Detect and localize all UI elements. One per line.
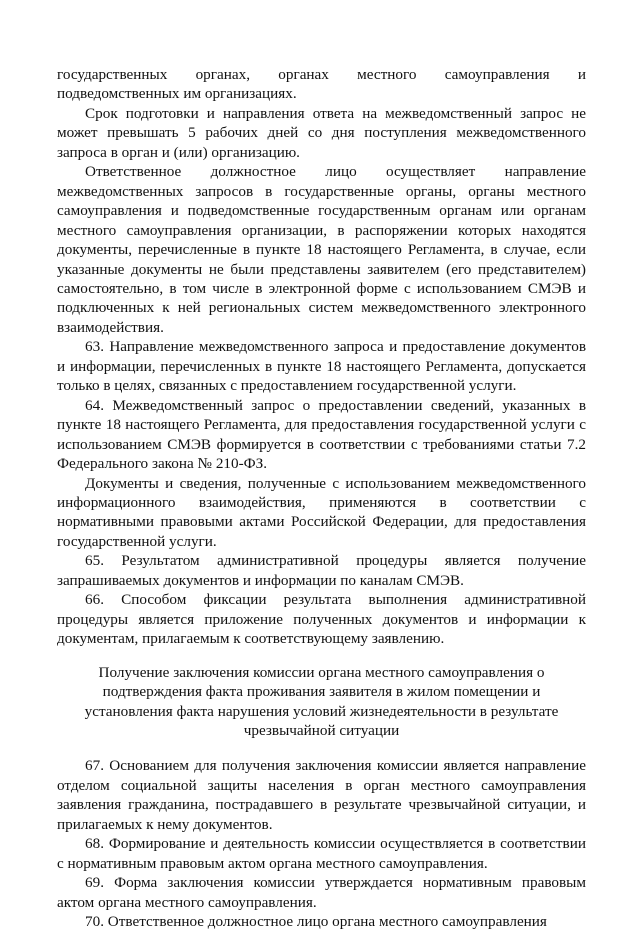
section-heading: Получение заключения комиссии органа местного самоуправления о подтверждения факта проживания заявителя в жилом помещении и установления факта нарушения условий жизнедеятельности в результате чрезвычайной ситуации [84,663,559,739]
paragraph-69: 69. Форма заключения комиссии утверждается нормативным правовым актом органа местного самоуправления. [57,874,586,911]
paragraph-65: 65. Результатом административной процедуры является получение запрашиваемых документов и информации по каналам СМЭВ. [57,552,586,589]
paragraph-67: 67. Основанием для получения заключения комиссии является направление отделом социальной защиты населения в орган местного самоуправления заявления гражданина, пострадавшего в результате чрезвычайной ситуации, и прилагаемых к нему документов. [57,757,586,833]
paragraph-70: 70. Ответственное должностное лицо органа местного самоуправления [85,913,547,931]
document-page [57,65,586,931]
paragraph-63: 63. Направление межведомственного запроса и предоставление документов и информации, перечисленных в пункте 18 настоящего Регламента, допускается только в целях, связанных с предоставлением государственной услуги. [57,338,586,395]
paragraph-68: 68. Формирование и деятельность комиссии осуществляется в соответствии с нормативным правовым актом органа местного самоуправления. [57,835,586,872]
paragraph: Документы и сведения, полученные с использованием межведомственного информационного взаимодействия, применяются в соответствии с нормативными правовыми актами Российской Федерации, для предоставления государственной услуги. [57,474,586,550]
paragraph-64: 64. Межведомственный запрос о предоставлении сведений, указанных в пункте 18 настоящего Регламента, для предоставления государственной услуги с использованием СМЭВ формируется в соответствии с требованиями статьи 7.2 Федерального закона № 210-ФЗ. [57,396,586,473]
paragraph: государственных органах, органах местного самоуправления и подведомственных им организациях. [57,66,586,103]
paragraph: Срок подготовки и направления ответа на межведомственный запрос не может превышать 5 рабочих дней со дня поступления межведомственного запроса в орган и (или) организацию. [57,104,586,161]
paragraph: Ответственное должностное лицо осуществляет направление межведомственных запросов в государственные органы, органы местного самоуправления и подведомственные государственным органам или органам местного самоуправления организации, в распоряжении которых находятся документы, перечисленные в пункте 18 настоящего Регламента, в случае, если указанные документы не были представлены заявителем (его представителем) самостоятельно, в том числе в электронной форме с использованием СМЭВ и подключенных к ней региональных систем межведомственного электронного взаимодействия. [57,163,586,336]
paragraph-66: 66. Способом фиксации результата выполнения административной процедуры является приложение полученных документов и информации к документам, прилагаемым к соответствующему заявлению. [57,591,586,648]
